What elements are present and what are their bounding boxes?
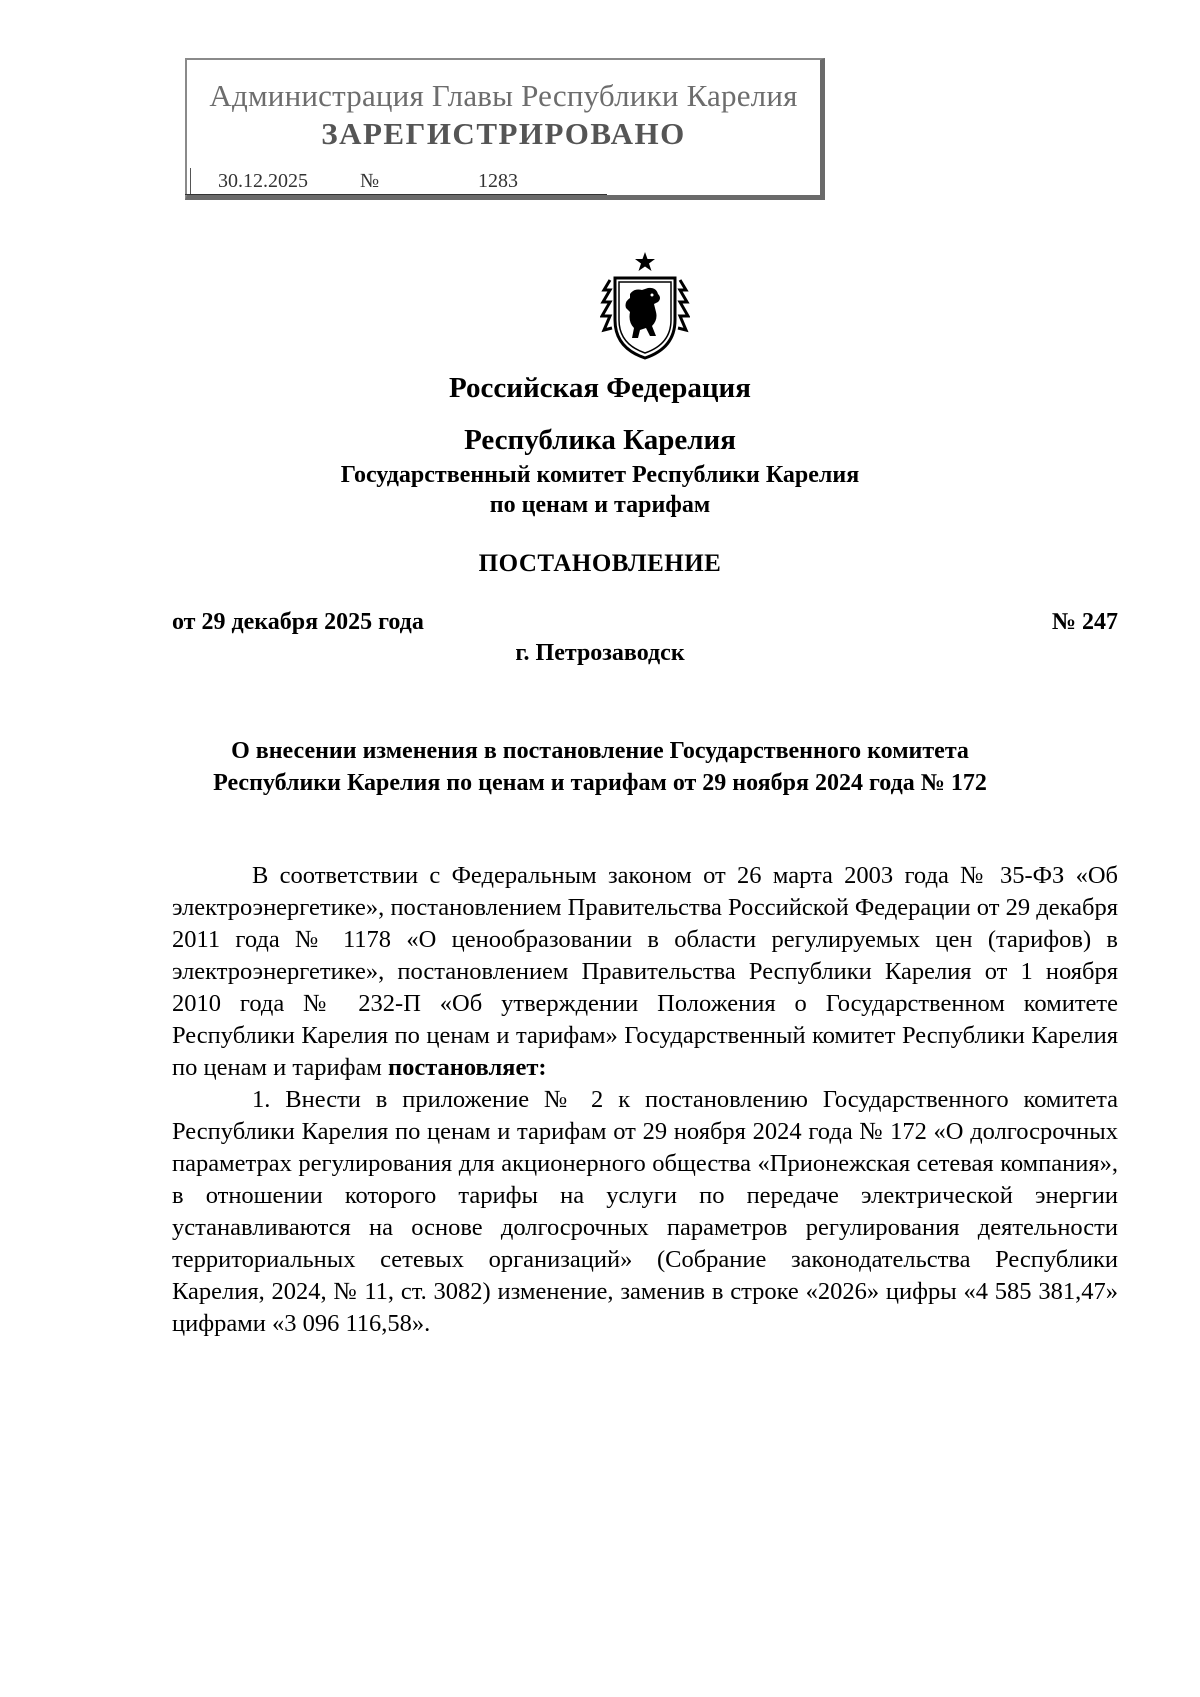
republic-heading: Республика Карелия — [464, 424, 736, 456]
stamp-underline — [185, 194, 607, 195]
country-heading: Российская Федерация — [449, 372, 751, 404]
resolves-keyword: постановляет: — [387, 1054, 547, 1081]
stamp-number-sign: № — [360, 170, 380, 192]
stamp-status: ЗАРЕГИСТРИРОВАНО — [321, 116, 686, 151]
document-title-line2: Республики Карелия по ценам и тарифам от 29 ноября 2024 года № 172 — [213, 770, 987, 796]
committee-heading-line2: по ценам и тарифам — [489, 492, 711, 518]
stamp-line-tick — [190, 168, 191, 194]
committee-heading-line1: Государственный комитет Республики Карелия — [340, 462, 860, 488]
document-title-line1: О внесении изменения в постановление Государственного комитета — [231, 738, 969, 764]
clause-1-paragraph: 1. Внести в приложение № 2 к постановлению Государственного комитета Республики Карелия по ценам и тарифам от 29 ноября 2024 года № 172 «О долгосрочных параметрах регулирования для акционерного общества «Прионежская сетевая компания», в отношении которого тарифы на услуги по передаче электрической энергии устанавливаются на основе долгосрочных параметров регулирования деятельности территориальных сетевых организаций» (Собрание законодательства Республики Карелия, 2024, № 11, ст. 3082) изменение, заменив в строке «2026» цифры «4 585 381,47» цифрами «3 096 116,58». — [172, 1086, 1118, 1337]
document-type: ПОСТАНОВЛЕНИЕ — [478, 550, 722, 577]
document-city: г. Петрозаводск — [515, 640, 685, 666]
document-number: № 247 — [1051, 609, 1118, 635]
document-date: от 29 декабря 2025 года — [172, 609, 424, 635]
stamp-date: 30.12.2025 — [218, 170, 308, 192]
document-body — [172, 860, 1118, 1340]
preamble-paragraph — [172, 860, 1118, 1084]
stamp-organization: Администрация Главы Республики Карелия — [209, 78, 798, 113]
stamp-number: 1283 — [478, 170, 518, 192]
preamble-text: В соответствии с Федеральным законом от 26 марта 2003 года № 35-ФЗ «Об электроэнергетике», постановлением Правительства Российской Федерации от 29 декабря 2011 года № 1178 «О ценообразовании в области регулируемых цен (тарифов) в электроэнергетике», постановлением Правительства Республики Карелия от 1 ноября 2010 года № 232-П «Об утверждении Положения о Государственном комитете Республики Карелия по ценам и тарифам» Государственный комитет Республики Карелия по ценам и тарифам — [172, 862, 1118, 1081]
coat-of-arms-of-karelia-icon — [600, 250, 690, 362]
